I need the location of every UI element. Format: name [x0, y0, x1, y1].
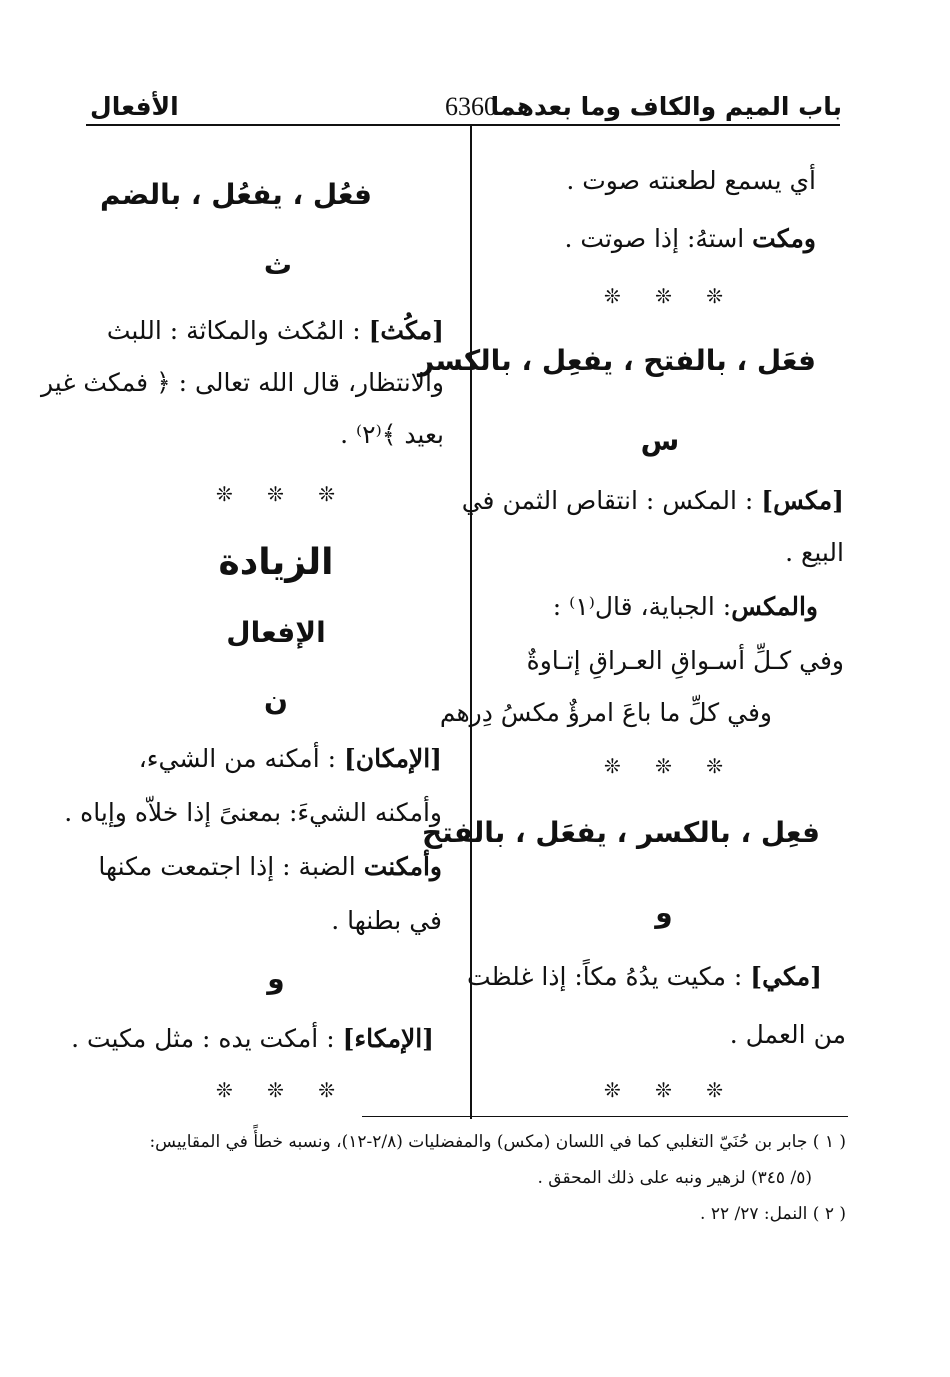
entry-line: البيع . [785, 538, 844, 567]
entry-line: [الإمكاء] : أمكت يده : مثل مكيت . [71, 1024, 434, 1053]
entry-root: [مكي] [750, 962, 822, 991]
footnote-1-continued: (٥/ ٣٤٥) لزهير ونبه على ذلك المحقق . [537, 1168, 812, 1188]
entry-root: [الإمكاء] [342, 1024, 434, 1053]
entry-line: بعيد ﴾⁽٢⁾ . [340, 420, 444, 449]
chapter-title: باب الميم والكاف وما بعدهما [490, 92, 842, 121]
section-heading: فعِل ، بالكسر ، يفعَل ، بالفتح [421, 816, 820, 849]
section-separator: ❊ ❊ ❊ [604, 284, 737, 308]
entry-line: [مكُث] : المُكث والمكاثة : اللبث [106, 316, 444, 345]
letter-heading: ث [263, 248, 293, 281]
letter-heading: و [267, 962, 285, 995]
entry-root: [الإمكان] [343, 744, 442, 773]
letter-heading: ن [264, 684, 288, 717]
text-line: ومكت استهُ: إذا صوتت . [564, 224, 816, 253]
section-running-title: الأفعال [90, 92, 179, 121]
entry-line: [الإمكان] : أمكنه من الشيء، [138, 744, 442, 773]
section-separator: ❊ ❊ ❊ [216, 482, 349, 506]
entry-root: [مكُث] [368, 316, 444, 345]
section-heading: فعُل ، يفعُل ، بالضم [100, 178, 372, 211]
entry-line: وأمكنت الضبة : إذا اجتمعت مكنها [98, 852, 442, 881]
footnote-rule [362, 1116, 848, 1117]
header-rule [86, 124, 840, 126]
section-heading: فعَل ، بالفتح ، يفعِل ، بالكسر [417, 344, 816, 377]
entry-line: والمكس: الجباية، قال⁽١⁾ : [552, 592, 818, 621]
text-line: أي يسمع لطعنته صوت . [566, 166, 816, 195]
footnote-2: ( ٢ ) النمل: ٢٧/ ٢٢ . [700, 1204, 846, 1224]
headword: ومكت [752, 224, 816, 253]
section-heading: الإفعال [226, 616, 326, 649]
entry-line: وأمكنه الشيءَ: بمعنىً إذا خلاّه وإياه . [64, 798, 442, 827]
part-title: الزيادة [218, 542, 334, 583]
verse-hemistich: وفي كلِّ ما باعَ امرؤٌ مكسُ دِرهم [439, 698, 772, 727]
page-number: 6360 [445, 92, 497, 121]
section-separator: ❊ ❊ ❊ [604, 754, 737, 778]
entry-line: [مكي] : مكيت يدُهُ مكاً: إذا غلظت [467, 962, 822, 991]
section-separator: ❊ ❊ ❊ [216, 1078, 349, 1102]
entry-root: [مكس] [761, 486, 844, 515]
verse-hemistich: وفي كـلِّ أسـواقِ العـراقِ إتـاوةٌ [526, 646, 844, 675]
entry-line: [مكس] : المكس : انتقاص الثمن في [461, 486, 844, 515]
entry-line: والانتظار، قال الله تعالى : ﴿ فمكث غير [41, 368, 444, 397]
section-separator: ❊ ❊ ❊ [604, 1078, 737, 1102]
footnote-1: ( ١ ) جابر بن حُنَيّ التغلبي كما في اللسان (مكس) والمفضليات (٢/٨-١٢)، ونسبه خطأً في المقاييس: [149, 1132, 846, 1152]
entry-line: في بطنها . [331, 906, 442, 935]
entry-line: من العمل . [729, 1020, 846, 1049]
letter-heading: س [640, 424, 680, 457]
headword: وأمكنت [363, 852, 442, 881]
headword: والمكس [731, 592, 818, 621]
letter-heading: و [655, 896, 673, 929]
